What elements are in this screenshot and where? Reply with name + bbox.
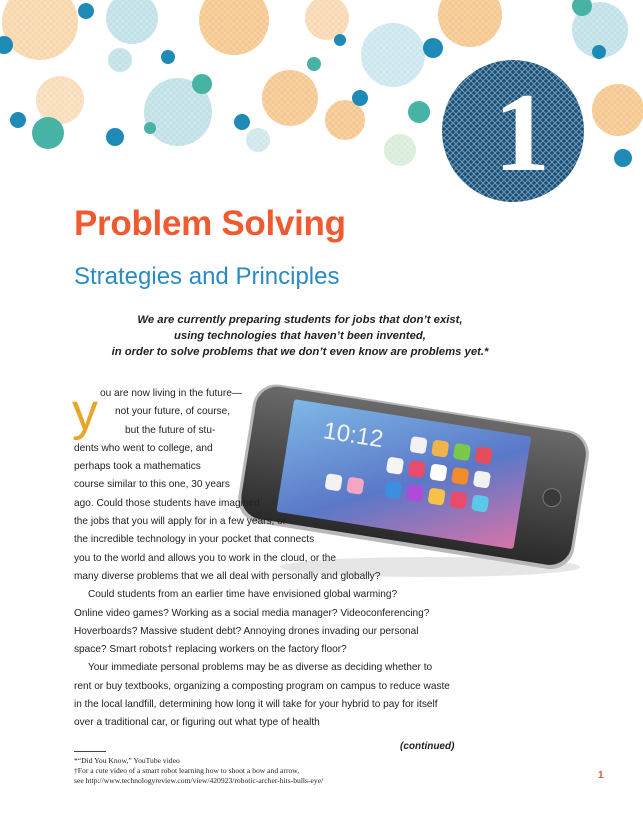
chapter-title: Problem Solving [74, 204, 346, 243]
decorative-dot [144, 122, 156, 134]
body-line: you to the world and allows you to work in the cloud, or the [74, 552, 337, 564]
decorative-dot [408, 101, 430, 123]
continued-label: (continued) [400, 741, 455, 752]
page-number: 1 [598, 770, 604, 781]
body-text [74, 385, 564, 733]
chapter-number: 1 [494, 71, 550, 195]
decorative-dot [161, 50, 175, 64]
body-line: but the future of stu- [125, 424, 216, 436]
body-line: Online video games? Working as a social media manager? Videoconferencing? [74, 607, 430, 619]
epigraph-line: using technologies that haven’t been invented, [174, 330, 426, 342]
epigraph [40, 312, 560, 360]
footnote: *“Did You Know,” YouTube video [74, 756, 180, 765]
body-line: space? Smart robots† replacing workers on the factory floor? [74, 644, 347, 656]
decorative-dot [78, 3, 94, 19]
chapter-subtitle: Strategies and Principles [74, 263, 340, 290]
body-line: perhaps took a mathematics [74, 461, 201, 473]
body-line: rent or buy textbooks, organizing a composting program on campus to reduce waste [74, 680, 450, 692]
decorative-dot [10, 112, 26, 128]
footnote-divider [74, 751, 106, 752]
body-line: Your immediate personal problems may be as diverse as deciding whether to [88, 662, 433, 674]
body-line: in the local landfill, determining how long it will take for your hybrid to pay for itself [74, 699, 438, 711]
drop-cap: y [72, 383, 98, 441]
epigraph-line: in order to solve problems that we don’t even know are problems yet.* [111, 346, 489, 358]
decorative-dot [352, 90, 368, 106]
decorative-dot [192, 74, 212, 94]
body-line: the incredible technology in your pocket that connects [74, 534, 315, 546]
body-line: course similar to this one, 30 years [74, 479, 230, 491]
body-line: Hoverboards? Massive student debt? Annoying drones invading our personal [74, 625, 419, 637]
footnote: †For a cute video of a smart robot learning how to shoot a bow and arrow, [74, 766, 300, 775]
footnote-url[interactable]: see http://www.technologyreview.com/view/420923/robotic-archer-hits-bulls-eye/ [74, 776, 324, 785]
body-line: dents who went to college, and [74, 442, 213, 454]
body-line: Could students from an earlier time have envisioned global warming? [88, 589, 398, 601]
decorative-dot [32, 117, 64, 149]
decorative-dot [106, 128, 124, 146]
decorative-dot [614, 149, 632, 167]
decorative-dot [334, 34, 346, 46]
body-line: over a traditional car, or figuring out what type of health [74, 717, 320, 729]
decorative-dot [307, 57, 321, 71]
body-line: ou are now living in the future— [100, 388, 242, 399]
body-line: the jobs that you will apply for in a few years, or [74, 516, 287, 528]
decorative-dot [423, 38, 443, 58]
decorative-dot [592, 45, 606, 59]
body-line: many diverse problems that we all deal with personally and globally? [74, 570, 381, 582]
epigraph-line: We are currently preparing students for jobs that don’t exist, [137, 314, 463, 326]
phone-clock: 10:12 [321, 417, 386, 454]
body-line: ago. Could those students have imagined [74, 497, 260, 509]
decorative-dot [234, 114, 250, 130]
body-line: not your future, of course, [115, 406, 231, 418]
